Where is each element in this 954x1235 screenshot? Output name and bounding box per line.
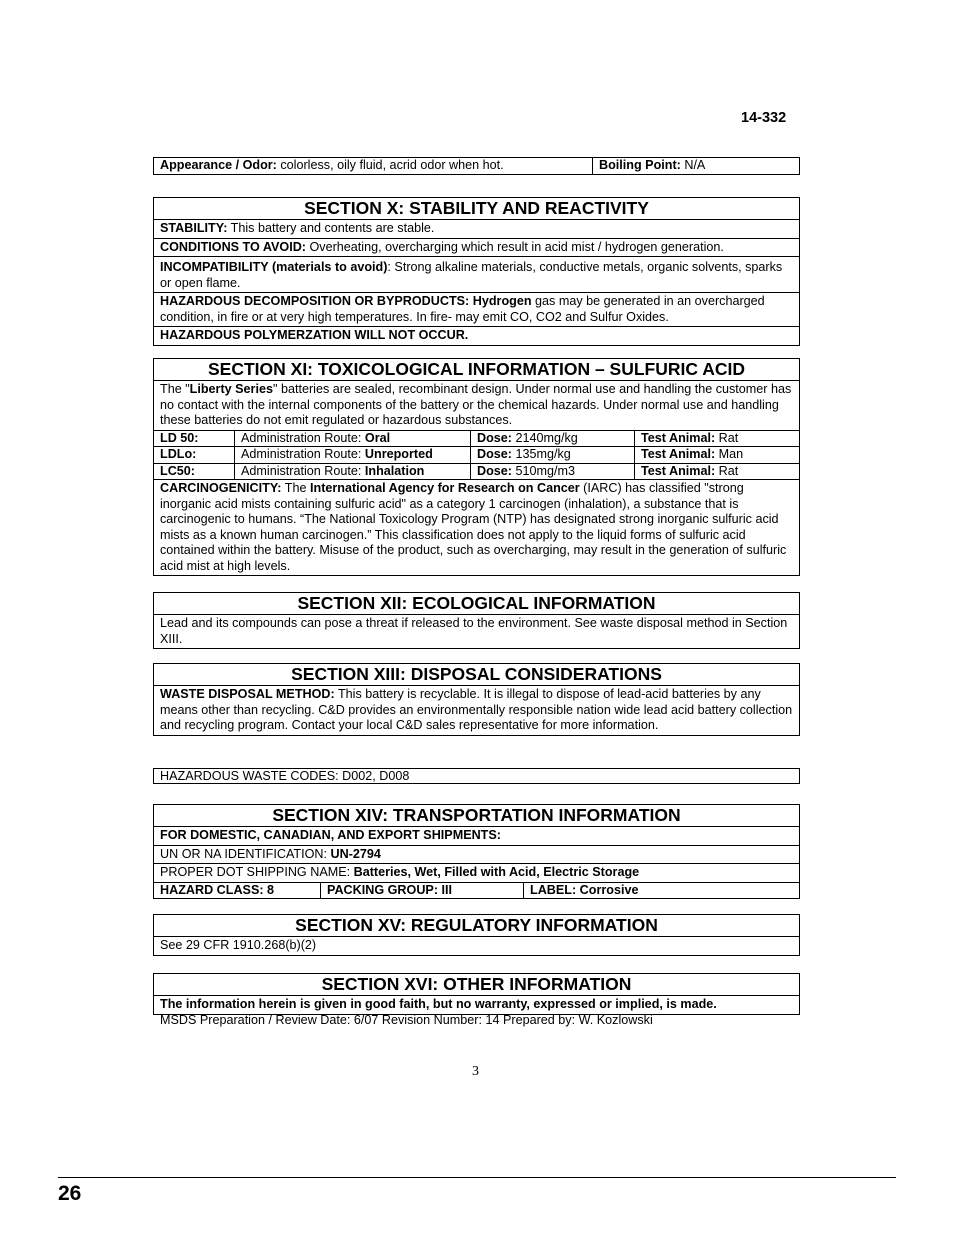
decomposition-row: [154, 292, 799, 326]
dose-text: Dose:: [477, 430, 512, 445]
dose-cell: [470, 431, 634, 447]
toxicity-id-text: LD 50:: [160, 430, 199, 445]
test-animal-text: Test Animal:: [641, 463, 716, 478]
route-text: Oral: [364, 430, 391, 445]
hazard-class-text: HAZARD CLASS: 8: [160, 882, 275, 897]
disclaimer-text: The information herein is given in good faith, but no warranty, expressed or implied, is made.: [160, 997, 717, 1011]
test-animal-text: Rat: [715, 463, 739, 478]
dose-text: Dose:: [477, 463, 512, 478]
toxicity-id-cell: [154, 431, 234, 447]
boiling-point-value: N/A: [680, 158, 706, 172]
section-xii-box: [153, 592, 800, 649]
un-id-label: UN OR NA IDENTIFICATION:: [160, 846, 331, 861]
section-xi-title: SECTION XI: TOXICOLOGICAL INFORMATION – SULFURIC ACID: [208, 359, 745, 379]
shipping-name-row: [154, 863, 799, 882]
polymerization-text: HAZARDOUS POLYMERZATION WILL NOT OCCUR.: [160, 328, 469, 342]
decomposition-label: HAZARDOUS DECOMPOSITION OR BYPRODUCTS: Hydrogen: [160, 294, 532, 308]
intro-pre: The ": [160, 382, 190, 396]
toxicity-row: [154, 446, 799, 463]
section-xiii-box: [153, 663, 800, 736]
waste-codes-box: [153, 768, 800, 784]
boiling-point-label: Boiling Point:: [599, 158, 681, 172]
route-text: Administration Route:: [241, 430, 365, 445]
route-text: Unreported: [364, 447, 433, 461]
section-xiv-title: SECTION XIV: TRANSPORTATION INFORMATION: [272, 805, 681, 825]
test-animal-text: Rat: [715, 430, 739, 445]
incompatibility-label: INCOMPATIBILITY (materials to avoid): [160, 260, 388, 274]
liberty-series-text: Liberty Series: [189, 382, 273, 396]
disclaimer-row: [154, 995, 799, 1014]
test-animal-text: Test Animal:: [641, 430, 716, 445]
packing-group-cell: [320, 883, 523, 899]
dose-text: 510mg/m3: [512, 463, 575, 478]
waste-disposal-text: This battery is recyclable. It is illegal to dispose of lead-acid batteries by any means other than recycling. C&D provides an environmentally responsible nation wide lead acid battery collection and recycling program. Contact your local C&D sales representative for more information.: [160, 687, 793, 732]
carc-text: (IARC) has classified "strong inorganic acid mists containing sulfuric acid" as a category 1 carcinogen (inhalation), a substance that is carcinogenic to humans. “The National Toxicology Program (NTP) has designated strong inorganic sulfuric acid mists as a known human carcinogen.” This classification does not apply to the liquid forms of sulfuric acid contained within the battery. Misuse of the product, such as overcharging, may result in the generation of sulfuric acid mist at high levels.: [160, 481, 787, 573]
route-cell: [234, 464, 470, 480]
waste-disposal-label: WASTE DISPOSAL METHOD:: [160, 687, 335, 701]
document-number: 14-332: [741, 110, 787, 126]
conditions-label: CONDITIONS TO AVOID:: [160, 239, 306, 254]
conditions-row: [154, 238, 799, 257]
test-animal-text: Man: [715, 447, 744, 461]
dose-text: 2140mg/kg: [512, 430, 578, 445]
waste-codes-text: HAZARDOUS WASTE CODES: D002, D008: [160, 769, 410, 783]
iarc-name: International Agency for Research on Cancer: [310, 481, 580, 495]
footer-page-number: 26: [58, 1182, 82, 1205]
section-x-title: SECTION X: STABILITY AND REACTIVITY: [304, 198, 649, 218]
appearance-box: [153, 157, 800, 175]
regulatory-text: See 29 CFR 1910.268(b)(2): [154, 936, 799, 955]
route-text: Administration Route:: [241, 447, 365, 461]
section-xiv-box: [153, 804, 800, 899]
carcinogenicity-row: [154, 479, 799, 575]
route-cell: [234, 431, 470, 447]
test-animal-cell: [634, 431, 799, 447]
waste-disposal-row: [154, 685, 799, 735]
appearance-label: Appearance / Odor:: [160, 158, 277, 172]
toxicity-id-text: LDLo:: [160, 447, 197, 461]
label-cell: [523, 883, 799, 899]
appearance-cell: [154, 158, 592, 174]
section-xi-box: [153, 358, 800, 576]
route-text: Inhalation: [364, 463, 425, 478]
carc-pre: The: [281, 481, 310, 495]
appearance-value: colorless, oily fluid, acrid odor when hot.: [276, 158, 504, 172]
decomposition-value: gas may be generated in an overcharged condition, in fire or at very high temperatures. In fire- may emit CO, CO2 and Sulfur Oxides.: [160, 294, 765, 324]
toxicity-id-cell: [154, 464, 234, 480]
preparation-line: MSDS Preparation / Review Date: 6/07 Revision Number: 14 Prepared by: W. Kozlowski: [160, 1013, 653, 1027]
ecological-text: Lead and its compounds can pose a threat if released to the environment. See waste disposal method in Section XIII.: [154, 614, 799, 648]
section-xii-title: SECTION XII: ECOLOGICAL INFORMATION: [297, 593, 656, 613]
toxicity-row: [154, 430, 799, 447]
section-xiii-title: SECTION XIII: DISPOSAL CONSIDERATIONS: [291, 664, 662, 684]
boiling-point-cell: [592, 158, 799, 174]
section-xv-box: [153, 914, 800, 956]
stability-value: This battery and contents are stable.: [227, 221, 435, 235]
toxicity-id-cell: [154, 447, 234, 463]
un-id-value: UN-2794: [330, 846, 381, 861]
route-text: Administration Route:: [241, 463, 365, 478]
stability-row: [154, 219, 799, 238]
shipping-name-label: PROPER DOT SHIPPING NAME:: [160, 865, 354, 879]
dose-text: 135mg/kg: [512, 447, 571, 461]
conditions-value: Overheating, overcharging which result in acid mist / hydrogen generation.: [306, 239, 724, 254]
shipments-row: [154, 826, 799, 845]
toxicity-row: [154, 463, 799, 480]
packing-group-text: PACKING GROUP: III: [327, 882, 453, 897]
dose-text: Dose:: [477, 447, 512, 461]
route-cell: [234, 447, 470, 463]
section-xvi-title: SECTION XVI: OTHER INFORMATION: [321, 974, 632, 994]
hazard-class-cell: [154, 883, 320, 899]
toxicity-id-text: LC50:: [160, 463, 195, 478]
intro-post: " batteries are sealed, recombinant design. Under normal use and handling the customer has no contact with the internal components of the battery or the chemical hazards. Under normal use and handling these batteries do not emit regulated or hazardous substances.: [160, 382, 792, 427]
dose-cell: [470, 464, 634, 480]
inner-page-number: 3: [472, 1064, 479, 1079]
carcinogenicity-label: CARCINOGENICITY:: [160, 481, 282, 495]
section-x-box: [153, 197, 800, 346]
test-animal-text: Test Animal:: [641, 447, 716, 461]
un-id-row: [154, 845, 799, 864]
section-xvi-box: [153, 973, 800, 1015]
hazard-class-row: [154, 882, 799, 899]
shipments-text: FOR DOMESTIC, CANADIAN, AND EXPORT SHIPMENTS:: [160, 828, 501, 842]
test-animal-cell: [634, 464, 799, 480]
incompatibility-row: [154, 256, 799, 292]
test-animal-cell: [634, 447, 799, 463]
footer-divider: [58, 1177, 896, 1178]
polymerization-row: [154, 326, 799, 345]
toxicology-intro: [154, 380, 799, 430]
dose-cell: [470, 447, 634, 463]
shipping-name-value: Batteries, Wet, Filled with Acid, Electric Storage: [353, 865, 640, 879]
toxicity-table: [154, 430, 799, 480]
label-text: LABEL: Corrosive: [530, 882, 639, 897]
section-xv-title: SECTION XV: REGULATORY INFORMATION: [295, 915, 658, 935]
stability-label: STABILITY:: [160, 221, 228, 235]
incompatibility-value: : Strong alkaline materials, conductive metals, organic solvents, sparks or open flame.: [160, 260, 783, 290]
